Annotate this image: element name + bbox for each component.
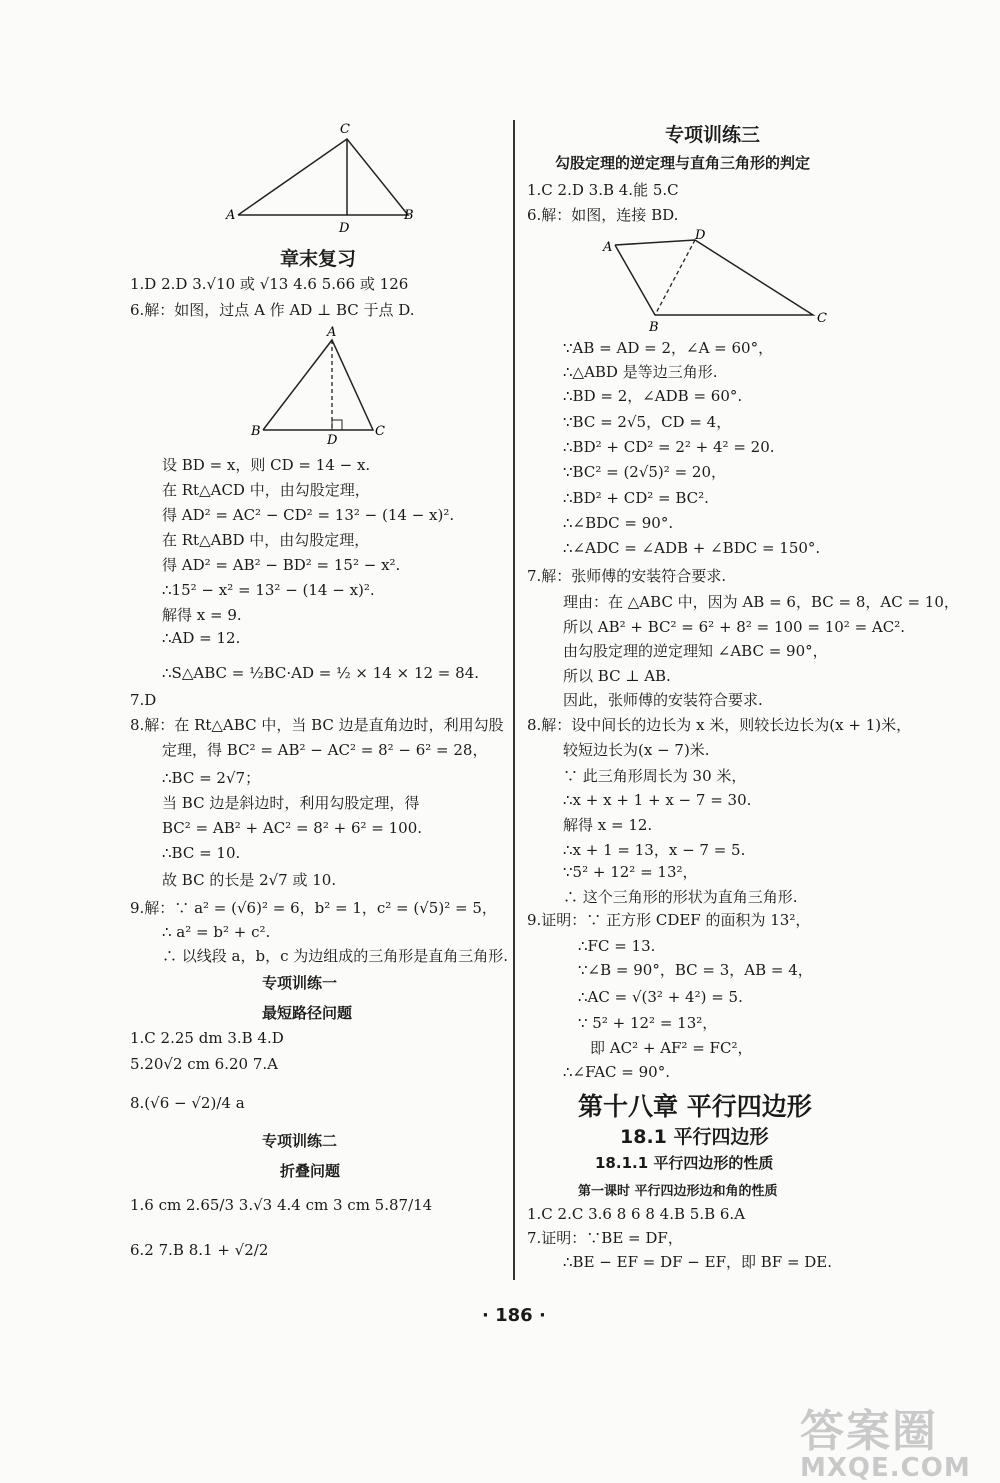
quadrilateral-diagram [595,225,840,335]
answer-line: 8.(√6 − √2)/4 a [130,1094,245,1112]
solution-line: 得 AD² = AB² − BD² = 15² − x². [162,556,401,574]
solution-line: 故 BC 的长是 2√7 或 10. [162,871,337,889]
solution-line: 所以 BC ⊥ AB. [563,667,671,685]
solution-line: ∴BD² + CD² = 2² + 4² = 20. [563,438,775,456]
solution-line: ∵ 此三角形周长为 30 米， [563,767,747,785]
watermark-text: 答案圈 [800,1406,938,1457]
answer-line: 7.D [130,691,157,709]
label-c: C [340,122,350,137]
section-subtitle-folding: 折叠问题 [280,1162,341,1180]
solution-line: 当 BC 边是斜边时，利用勾股定理，得 [162,794,420,812]
solution-line: 较短边长为(x − 7)米. [563,741,710,759]
section-title-18-1-1: 18.1.1 平行四边形的性质 [595,1154,774,1172]
solution-line: 7.证明：∵BE = DF， [527,1229,683,1247]
solution-line: 因此，张师傅的安装符合要求. [563,691,763,709]
solution-line: ∵BC² = (2√5)² = 20， [563,463,726,481]
solution-line: ∴BC = 10. [162,844,241,862]
answer-line: 1.D 2.D 3.√10 或 √13 4.6 5.66 或 126 [130,275,409,293]
solution-line: ∵5² + 12² = 13²， [563,863,698,881]
chapter-title: 第十八章 平行四边形 [578,1092,812,1121]
solution-line: ∴△ABD 是等边三角形. [563,363,718,381]
lesson-title: 第一课时 平行四边形边和角的性质 [578,1184,778,1199]
solution-line: 定理，得 BC² = AB² − AC² = 8² − 6² = 28， [162,741,488,759]
solution-line: 得 AD² = AC² − CD² = 13² − (14 − x)². [162,506,455,524]
answer-line: 1.C 2.25 dm 3.B 4.D [130,1029,284,1047]
solution-line: 9.解：∵ a² = (√6)² = 6，b² = 1，c² = (√5)² = 5， [130,899,497,917]
solution-line: ∴ 这个三角形的形状为直角三角形. [563,888,798,906]
solution-line: ∵∠B = 90°，BC = 3，AB = 4， [578,961,813,979]
section-title-training-2: 专项训练二 [262,1132,338,1150]
label-a: A [226,208,236,223]
section-title-18-1: 18.1 平行四边形 [620,1126,769,1148]
answer-line: 6.解：如图，连接 BD. [527,206,679,224]
watermark [800,1395,971,1483]
solution-line: ∴∠FAC = 90°. [563,1063,670,1081]
label-a: A [327,325,337,340]
answer-line: 1.6 cm 2.65/3 3.√3 4.4 cm 3 cm 5.87/14 [130,1196,433,1214]
solution-line: ∴∠BDC = 90°. [563,514,674,532]
solution-line: 7.解：张师傅的安装符合要求. [527,567,727,585]
answer-line: 5.20√2 cm 6.20 7.A [130,1055,278,1073]
solution-line: ∴BD = 2，∠ADB = 60°. [563,387,743,405]
section-title-training-3: 专项训练三 [665,124,761,146]
section-subtitle-converse-pythagoras: 勾股定理的逆定理与直角三角形的判定 [555,154,811,172]
section-title-training-1: 专项训练一 [262,974,338,992]
label-d: D [327,433,338,447]
solution-line: ∴15² − x² = 13² − (14 − x)². [162,581,375,599]
solution-line: ∴ 以线段 a，b，c 为边组成的三角形是直角三角形. [162,947,509,965]
triangle-diagram-1 [220,115,430,240]
label-b: B [404,208,414,223]
solution-line: 所以 AB² + BC² = 6² + 8² = 100 = 10² = AC². [563,618,905,636]
answer-line: 1.C 2.D 3.B 4.能 5.C [527,181,679,199]
triangle-diagram-2 [245,322,395,447]
answer-line: 6.解：如图，过点 A 作 AD ⊥ BC 于点 D. [130,301,415,319]
solution-line: 在 Rt△ACD 中，由勾股定理， [162,481,370,499]
solution-line: 9.证明：∵ 正方形 CDEF 的面积为 13²， [527,911,811,929]
solution-line: ∵BC = 2√5，CD = 4， [563,413,732,431]
solution-line: ∴BE − EF = DF − EF，即 BF = DE. [563,1253,833,1271]
label-a: A [603,240,613,255]
solution-line: ∴AC = √(3² + 4²) = 5. [578,988,743,1006]
solution-line: ∴FC = 13. [578,937,656,955]
solution-line: ∵ 5² + 12² = 13²， [578,1014,718,1032]
column-divider [513,120,515,1280]
solution-line: 理由：在 △ABC 中，因为 AB = 6，BC = 8，AC = 10， [563,593,959,611]
solution-line: ∴x + 1 = 13，x − 7 = 5. [563,841,746,859]
solution-line: ∴BC = 2√7； [162,769,261,787]
answer-line: 1.C 2.C 3.6 8 6 8 4.B 5.B 6.A [527,1205,746,1223]
section-subtitle-shortest-path: 最短路径问题 [262,1004,353,1022]
solution-line: ∴∠ADC = ∠ADB + ∠BDC = 150°. [563,539,821,557]
label-c: C [375,424,385,439]
solution-line: 在 Rt△ABD 中，由勾股定理， [162,531,370,549]
solution-line: 由勾股定理的逆定理知 ∠ABC = 90°， [563,642,828,660]
label-b: B [649,320,659,335]
answer-line: 6.2 7.B 8.1 + √2/2 [130,1241,269,1259]
watermark-url: MXQE.COM [800,1453,971,1483]
solution-line: BC² = AB² + AC² = 8² + 6² = 100. [162,819,423,837]
solution-line: 设 BD = x，则 CD = 14 − x. [162,456,371,474]
solution-line: 8.解：在 Rt△ABC 中，当 BC 边是直角边时，利用勾股 [130,716,504,734]
label-d: D [695,228,706,243]
solution-line: ∴S△ABC = ½BC·AD = ½ × 14 × 12 = 84. [162,664,479,682]
label-c: C [817,311,827,326]
solution-line: ∵AB = AD = 2，∠A = 60°， [563,339,774,357]
section-title-chapter-review: 章末复习 [280,248,357,270]
solution-line: ∴AD = 12. [162,629,241,647]
label-d: D [339,221,350,236]
solution-line: 解得 x = 12. [563,816,653,834]
page-number: · 186 · [482,1305,546,1326]
solution-line: 即 AC² + AF² = FC²， [590,1039,753,1057]
solution-line: 8.解：设中间长的边长为 x 米，则较长边长为(x + 1)米， [527,716,912,734]
label-b: B [251,424,261,439]
solution-line: ∴BD² + CD² = BC². [563,489,709,507]
solution-line: 解得 x = 9. [162,606,242,624]
solution-line: ∴ a² = b² + c². [162,923,271,941]
solution-line: ∴x + x + 1 + x − 7 = 30. [563,791,752,809]
